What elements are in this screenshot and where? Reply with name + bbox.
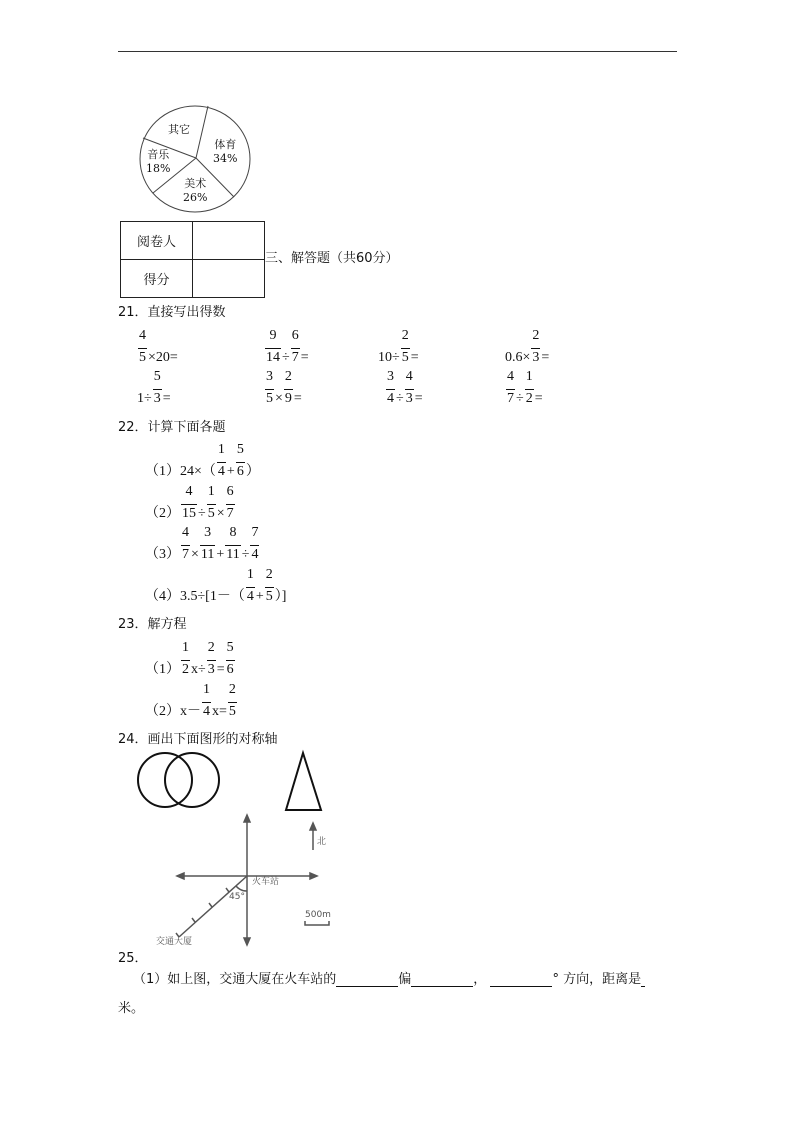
q21-item [378, 327, 419, 366]
numerator: 7 [251, 525, 259, 540]
numerator: 6 [226, 484, 234, 499]
fraction [181, 483, 197, 522]
pie-label-other: 其它 [168, 123, 190, 136]
expr-text: = [541, 350, 550, 365]
isosceles-triangle [286, 753, 321, 810]
fraction [225, 524, 240, 563]
scale-bar [305, 921, 329, 925]
q21-item [264, 327, 309, 366]
denominator: 2 [182, 662, 189, 677]
denominator: 3 [153, 391, 161, 406]
expr-text: ）] [274, 589, 287, 604]
numerator: 4 [139, 328, 146, 343]
fraction [200, 524, 215, 563]
q21-item [264, 368, 302, 407]
numerator: 5 [226, 640, 234, 655]
fraction [250, 524, 259, 563]
q21-item [505, 368, 543, 407]
denominator: 4 [246, 589, 254, 604]
denominator: 2 [525, 391, 533, 406]
expr-text: ÷ [396, 391, 404, 406]
numerator: 1 [207, 484, 215, 499]
fraction [236, 441, 245, 480]
denominator: 3 [405, 391, 413, 406]
fraction [202, 681, 211, 720]
fraction [401, 327, 410, 366]
expr-text: = [162, 391, 171, 406]
pie-divider [196, 106, 208, 158]
arrow-left-icon [177, 873, 184, 879]
q21-item [137, 368, 171, 407]
slice-name: 体育 [214, 138, 237, 151]
tick [209, 903, 212, 907]
tick [192, 918, 195, 922]
numerator: 1 [217, 442, 225, 457]
north-label: 北 [317, 837, 327, 847]
q25-text: （1）如上图，交通大厦在火车站的 [133, 972, 337, 987]
pie-label-music [146, 148, 170, 176]
slice-value: 26% [183, 191, 208, 204]
fraction [284, 368, 293, 407]
arrow-up-icon [244, 815, 250, 822]
denominator: 5 [207, 506, 215, 521]
numerator: 1 [182, 640, 189, 655]
expr-text: 1÷ [137, 391, 152, 406]
fraction [405, 368, 414, 407]
expr-text: x= [212, 704, 227, 719]
denominator: 7 [291, 350, 299, 365]
denominator: 14 [266, 350, 280, 365]
building-label: 交通大厦 [156, 937, 193, 947]
slice-value: 34% [213, 152, 238, 165]
fraction [265, 368, 274, 407]
numerator: 4 [507, 369, 514, 384]
denominator: 11 [226, 547, 240, 562]
expr-text: = [414, 391, 423, 406]
numerator: 1 [203, 682, 210, 697]
numerator: 2 [228, 682, 236, 697]
numerator: 5 [236, 442, 244, 457]
numerator: 1 [525, 369, 533, 384]
expr-text: = [410, 350, 419, 365]
fraction [226, 483, 235, 522]
expr-text: ÷ [241, 547, 250, 562]
numerator: 4 [185, 484, 193, 499]
expr-text: × [191, 547, 199, 562]
denominator: 11 [200, 547, 215, 562]
reviewer-field[interactable] [193, 222, 265, 260]
denominator: 5 [139, 350, 146, 365]
denominator: 7 [507, 391, 514, 406]
q24-title: 24．画出下面图形的对称轴 [118, 732, 278, 747]
q23-item [145, 639, 236, 678]
q25-text: ， [473, 972, 487, 987]
fraction [246, 566, 255, 605]
slice-name: 美术 [184, 177, 207, 190]
pie-label-sports [213, 138, 237, 166]
denominator: 7 [182, 547, 189, 562]
expr-text: = [300, 350, 309, 365]
expr-text: （2） [145, 506, 180, 521]
expr-text: + [216, 547, 225, 562]
slice-name: 音乐 [147, 148, 170, 161]
numerator: 1 [246, 567, 254, 582]
arrow-down-icon [244, 938, 250, 945]
fraction [217, 441, 226, 480]
fraction [506, 368, 515, 407]
q23-title: 23．解方程 [118, 617, 187, 632]
numerator: 2 [265, 567, 273, 582]
expr-text: （2）x－ [145, 704, 201, 719]
denominator: 4 [251, 547, 259, 562]
expr-text: × [216, 506, 225, 521]
q25-unit: 米。 [118, 1001, 145, 1016]
expr-text: = [216, 662, 225, 677]
q25-text: 偏 [398, 972, 412, 987]
station-label: 火车站 [252, 877, 280, 887]
expr-text: 10÷ [378, 350, 400, 365]
fraction [228, 681, 237, 720]
expr-text: + [226, 464, 235, 479]
fraction [525, 368, 534, 407]
direction-line [179, 876, 247, 937]
numerator: 5 [153, 369, 161, 384]
denominator: 5 [265, 589, 273, 604]
answer-blank-distance[interactable] [641, 972, 645, 987]
denominator: 3 [207, 662, 215, 677]
expr-text: 0.6× [505, 350, 531, 365]
expr-text: ÷ [516, 391, 524, 406]
expr-text: ×20= [148, 350, 178, 365]
denominator: 5 [401, 350, 409, 365]
angle-arc [236, 886, 247, 891]
numerator: 3 [266, 369, 273, 384]
q21-item [137, 327, 178, 366]
numerator: 4 [182, 525, 189, 540]
fraction [265, 566, 274, 605]
numerator: 3 [387, 369, 394, 384]
expr-text: ） [245, 464, 260, 479]
expr-text: （1） [145, 662, 180, 677]
pie-label-art [183, 177, 207, 205]
denominator: 5 [266, 391, 273, 406]
expr-text: = [534, 391, 543, 406]
denominator: 3 [532, 350, 540, 365]
expr-text: （3） [145, 547, 180, 562]
expr-text: × [275, 391, 283, 406]
denominator: 4 [387, 391, 394, 406]
fraction [386, 368, 395, 407]
fraction [153, 368, 162, 407]
numerator: 9 [269, 328, 277, 343]
q21-title: 21．直接写出得数 [118, 305, 226, 320]
arrow-right-icon [310, 873, 317, 879]
score-table [120, 221, 265, 298]
angle-label: 45° [229, 892, 245, 902]
numerator: 2 [532, 328, 540, 343]
numerator: 2 [401, 328, 409, 343]
q23-item [145, 681, 238, 720]
score-label: 得分 [121, 260, 193, 298]
answer-blank-direction[interactable] [336, 972, 398, 987]
denominator: 15 [182, 506, 196, 521]
numerator: 2 [284, 369, 292, 384]
fraction [181, 639, 190, 678]
expr-text: = [293, 391, 302, 406]
answer-blank-angle[interactable] [490, 972, 552, 987]
q22-item [145, 524, 260, 563]
section-title: 三、解答题（共60分） [265, 251, 399, 266]
fraction [138, 327, 147, 366]
slice-value: 18% [146, 162, 171, 175]
q25-part1 [133, 968, 645, 987]
q22-item [145, 441, 260, 480]
fraction [207, 483, 216, 522]
expr-text: （1）24×（ [145, 464, 216, 479]
q21-item [505, 327, 549, 366]
numerator: 3 [204, 525, 212, 540]
q22-item [145, 483, 236, 522]
score-field[interactable] [193, 260, 265, 298]
fraction [181, 524, 190, 563]
fraction [265, 327, 281, 366]
denominator: 6 [236, 464, 244, 479]
fraction [207, 639, 216, 678]
q25-number: 25． [118, 951, 148, 966]
answer-blank-direction2[interactable] [411, 972, 473, 987]
q21-item [385, 368, 423, 407]
expr-text: + [255, 589, 264, 604]
denominator: 4 [203, 704, 210, 719]
numerator: 8 [229, 525, 237, 540]
north-arrow-icon [310, 823, 316, 830]
numerator: 4 [405, 369, 413, 384]
reviewer-label: 阅卷人 [121, 222, 193, 260]
expr-text: x÷ [191, 662, 206, 677]
scale-label: 500m [305, 910, 331, 920]
q22-item [145, 566, 286, 605]
q25-text: ° 方向，距离是 [552, 972, 642, 987]
fraction [531, 327, 540, 366]
symmetry-figures [138, 753, 321, 810]
expr-text: ÷ [282, 350, 290, 365]
fraction [226, 639, 235, 678]
q22-title: 22．计算下面各题 [118, 420, 226, 435]
numerator: 6 [291, 328, 299, 343]
denominator: 9 [284, 391, 292, 406]
expr-text: （4）3.5÷[1－（ [145, 589, 245, 604]
denominator: 6 [226, 662, 234, 677]
denominator: 4 [217, 464, 225, 479]
denominator: 7 [226, 506, 234, 521]
denominator: 5 [228, 704, 236, 719]
numerator: 2 [207, 640, 215, 655]
expr-text: ÷ [198, 506, 206, 521]
fraction [291, 327, 300, 366]
